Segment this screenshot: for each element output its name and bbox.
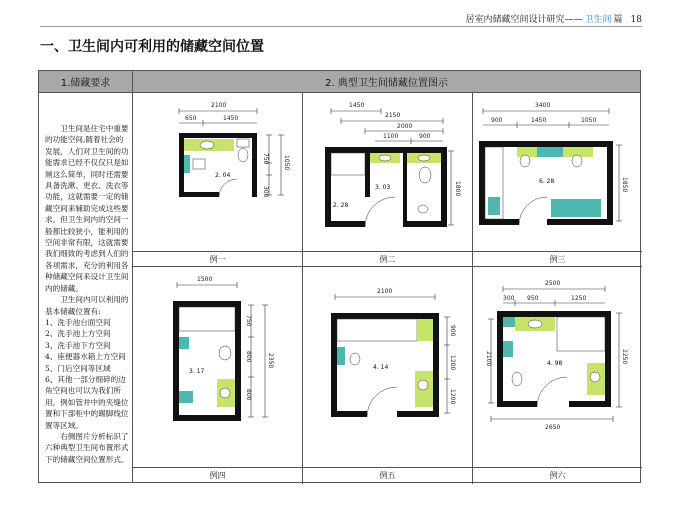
dim-label: 1250 [571,295,587,302]
dim-label: 650 [185,115,197,122]
area-label: 6. 28 [539,178,555,185]
page-number: 18 [630,15,642,25]
dim-label: 1050 [283,155,290,171]
dim-label: 2100 [211,102,227,109]
dim-label: 1100 [383,133,399,140]
area-label: 3. 03 [375,184,391,191]
text-item: 2、洗手池上方空间 [45,329,111,339]
header-rule [40,26,642,27]
dim-label: 1200 [449,355,456,371]
dim-label: 950 [527,295,539,302]
floorplan-4 [133,267,301,463]
example-caption: 例二 [303,251,472,267]
content-table [38,70,641,483]
dim-label: 3400 [535,102,551,109]
area-label: 3. 17 [189,368,205,375]
text-item: 1、洗手池台面空间 [45,317,111,327]
example-caption: 例三 [473,251,642,267]
dim-label: 1050 [581,117,597,124]
requirements-text [39,93,133,482]
example-caption: 例五 [303,467,472,483]
example-caption: 例一 [133,251,302,267]
dim-label: 1450 [531,117,547,124]
header-highlight: 卫生间 [584,15,612,25]
example-cell-5 [303,267,473,484]
example-cell-1 [133,93,303,267]
floorplan-5 [303,267,471,463]
example-cell-4 [133,267,303,484]
dim-label: 1850 [621,177,628,193]
dim-label: 800 [245,389,252,401]
floorplan-6 [473,267,641,463]
dim-label: 750 [245,315,252,327]
area-label: 4. 98 [547,360,563,367]
dim-label: 2350 [267,353,274,369]
header-suffix: 篇 [613,15,623,25]
floorplan-3 [473,93,641,249]
area-label: 4. 14 [373,364,389,371]
dim-label: 900 [491,117,503,124]
dim-label: 1450 [349,102,365,109]
dim-label: 1200 [449,389,456,405]
dim-label: 900 [449,325,456,337]
example-caption: 例四 [133,467,302,483]
example-cell-6 [473,267,642,484]
text-item: 6、其他一部分细碎的边角空间也可以为我们所用，例如管井中的夹缝位置和下部柜中的踢脚线位置等区域。 [45,374,129,430]
dim-label: 2150 [385,112,401,119]
dim-label: 1800 [454,181,461,197]
dim-label: 1500 [197,276,213,283]
col2-header: 2. 典型卫生间储藏位置图示 [133,71,640,93]
dim-label: 2650 [545,424,561,431]
dim-label: 900 [419,133,431,140]
floorplan-1 [133,93,301,249]
dim-label: 2000 [397,123,413,130]
dim-label: 2500 [545,280,561,287]
dim-label: 2100 [377,288,393,295]
col1-header: 1.储藏要求 [39,71,133,93]
dim-label: 800 [245,351,252,363]
dim-label: 2100 [485,351,492,367]
text-paragraph: 卫生间内可以利用的基本储藏位置有: [45,295,129,316]
dim-label: 750 [262,153,269,165]
text-item: 4、座便器水箱上方空间5、门后空间等区域 [45,352,126,373]
text-paragraph: 右侧图片分析标识了六种典型卫生间布置形式下的储藏空间位置形式。 [45,431,129,464]
text-item: 3、洗手池下方空间 [45,340,111,350]
area-label: 2. 28 [333,202,349,209]
example-grid [133,93,640,482]
header-prefix: 居室内储藏空间设计研究—— [465,15,583,25]
area-label: 2. 04 [215,172,231,179]
dim-label: 300 [503,295,515,302]
dim-label: 2250 [621,349,628,365]
example-caption: 例六 [473,467,642,483]
example-cell-3 [473,93,642,267]
dim-label: 300 [262,186,269,198]
text-paragraph: 卫生间是住宅中重要的功能空间,随着社会的发展，人们对卫生间的功能需求已经不仅仅只是如厕这么简单，同时还需要具备洗漱、更衣、洗衣等功能，这就需要一定的储藏空间来辅助完成这些要求。但卫生间内的空间一般都比较狭小，能利用的空间非常有限，这就需要我们细致的考虑到人们的各项需求，充分的利用各种储藏空间来设计卫生间内的储藏。 [45,124,129,293]
dim-label: 1450 [223,115,239,122]
example-cell-2 [303,93,473,267]
section-title: 一、卫生间内可利用的储藏空间位置 [40,39,264,55]
floorplan-2 [303,93,471,249]
running-header [466,12,643,25]
